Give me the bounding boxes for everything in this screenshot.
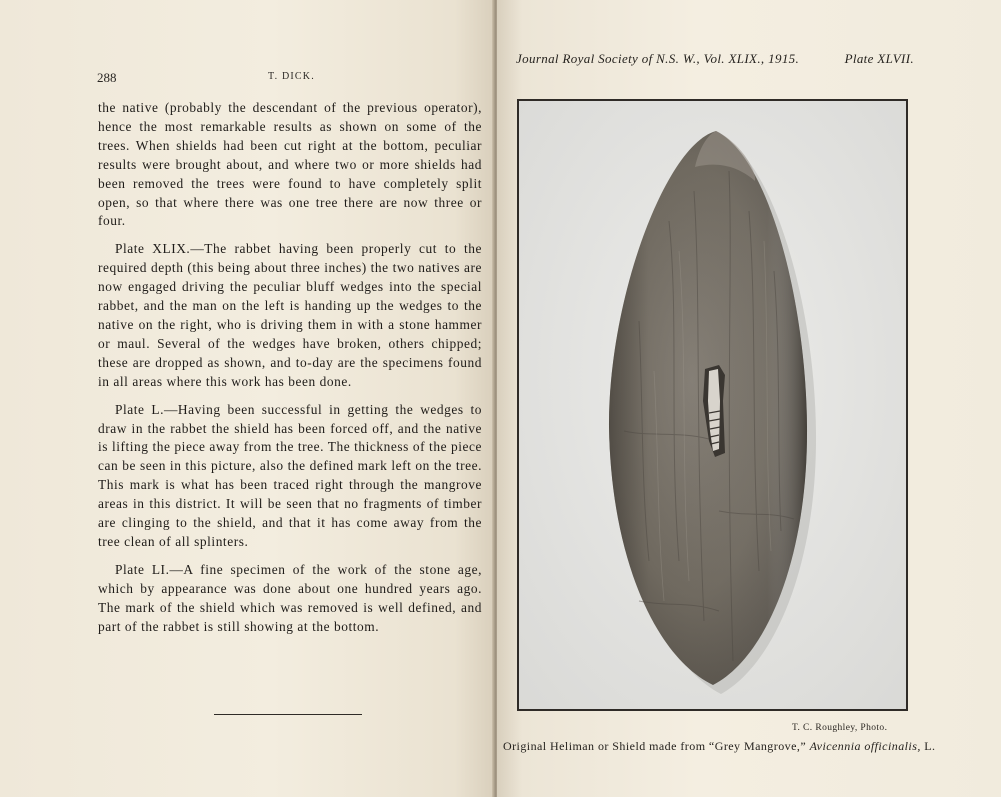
paragraph-continued: the native (probably the descendant of the previous operator), hence the most remarkable results as shown on some of the trees. When shields had been cut right at the bottom, peculiar results were brought about, and where two or more shields had been removed the trees were found to have completely split open, so that where there was one tree there are now three or four. <box>98 100 482 229</box>
caption-main: Original Heliman or Shield made from “Grey Mangrove,” <box>503 739 807 753</box>
plate-label: Plate XLVII. <box>844 51 914 66</box>
body-text <box>98 99 482 645</box>
page-number: 288 <box>97 70 117 85</box>
shield-photo <box>519 101 906 709</box>
photo-credit: T. C. Roughley, Photo. <box>792 723 888 733</box>
caption-species: Avicennia officinalis, <box>809 739 921 753</box>
running-head: T. DICK. <box>268 71 315 82</box>
plate-photograph <box>517 99 908 711</box>
paragraph-plate-l: Plate L.—Having been successful in getting the wedges to draw in the rabbet the shield has been forced off, and the native is lifting the piece away from the tree. The thickness of the piece can be seen in this picture, also the defined mark left on the tree. This mark is what has been traced right through the mangrove areas in this district. It will be seen that no fragments of timber are clinging to the shield, and that it has come away from the tree clean of all splinters. <box>98 401 482 549</box>
page-header <box>97 70 481 90</box>
paragraph-plate-li: Plate LI.—A fine specimen of the work of the stone age, which by appearance was done about one hundred years ago. The mark of the shield which was removed is well defined, and part of the rabbet is still showing at the bottom. <box>98 561 482 634</box>
paragraph-plate-xlix: Plate XLIX.—The rabbet having been properly cut to the required depth (this being about three inches) the two natives are now engaged driving the peculiar bluff wedges into the special rabbet, and the man on the left is handing up the wedges to the native on the right, who is driving them in with a stone hammer or maul. Several of the wedges have broken, others chipped; these are dropped as shown, and to-day are the specimens found in all areas where this work has been done. <box>98 241 482 389</box>
section-rule <box>214 714 362 715</box>
plate-caption <box>503 739 1001 754</box>
left-page <box>0 0 494 797</box>
caption-author: L. <box>924 739 936 753</box>
right-page <box>497 0 1001 797</box>
journal-header: Journal Royal Society of N.S. W., Vol. XLIX., 1915. <box>516 51 800 66</box>
